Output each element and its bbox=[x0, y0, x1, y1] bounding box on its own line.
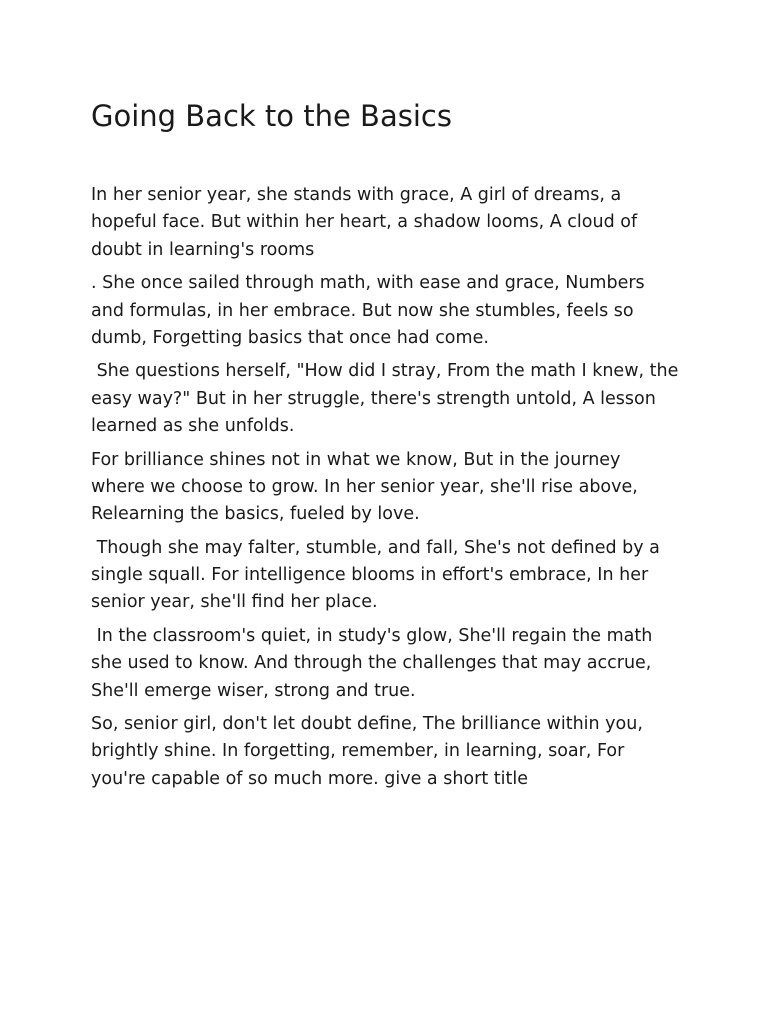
stanza-line: single squall. For intelligence blooms in effort's embrace, In her bbox=[91, 565, 649, 586]
document-body bbox=[91, 182, 691, 799]
stanza-line: easy way?" But in her struggle, there's strength untold, A lesson bbox=[91, 388, 656, 409]
stanza-line: Relearning the basics, fueled by love. bbox=[91, 504, 420, 525]
stanza-3 bbox=[91, 358, 691, 440]
stanza-6 bbox=[91, 623, 691, 705]
stanza-line: She'll emerge wiser, strong and true. bbox=[91, 680, 416, 701]
stanza-5 bbox=[91, 535, 691, 617]
stanza-line: and formulas, in her embrace. But now she stumbles, feels so bbox=[91, 300, 634, 321]
stanza-2 bbox=[91, 270, 691, 352]
stanza-line: . She once sailed through math, with ease and grace, Numbers bbox=[91, 273, 645, 294]
stanza-line: doubt in learning's rooms bbox=[91, 239, 315, 260]
stanza-line: she used to know. And through the challenges that may accrue, bbox=[91, 653, 652, 674]
stanza-1 bbox=[91, 182, 691, 264]
stanza-line: In the classroom's quiet, in study's glow, She'll regain the math bbox=[91, 625, 653, 646]
stanza-line: hopeful face. But within her heart, a shadow looms, A cloud of bbox=[91, 212, 638, 233]
stanza-line: For brilliance shines not in what we know, But in the journey bbox=[91, 449, 621, 470]
stanza-line: Though she may falter, stumble, and fall, She's not defined by a bbox=[91, 537, 660, 558]
stanza-line: dumb, Forgetting basics that once had come. bbox=[91, 327, 489, 348]
stanza-line: learned as she unfolds. bbox=[91, 416, 295, 437]
stanza-line: senior year, she'll find her place. bbox=[91, 592, 378, 613]
stanza-7 bbox=[91, 711, 691, 793]
stanza-line: She questions herself, "How did I stray, From the math I knew, the bbox=[91, 361, 679, 382]
stanza-line: brightly shine. In forgetting, remember, in learning, soar, For bbox=[91, 741, 625, 762]
stanza-line: where we choose to grow. In her senior year, she'll rise above, bbox=[91, 476, 638, 497]
stanza-line: In her senior year, she stands with grace, A girl of dreams, a bbox=[91, 185, 622, 205]
stanza-4 bbox=[91, 447, 691, 529]
stanza-line: So, senior girl, don't let doubt define, The brilliance within you, bbox=[91, 714, 643, 735]
document-title: Going Back to the Basics bbox=[91, 99, 452, 133]
stanza-line: you're capable of so much more. give a short title bbox=[91, 768, 528, 789]
